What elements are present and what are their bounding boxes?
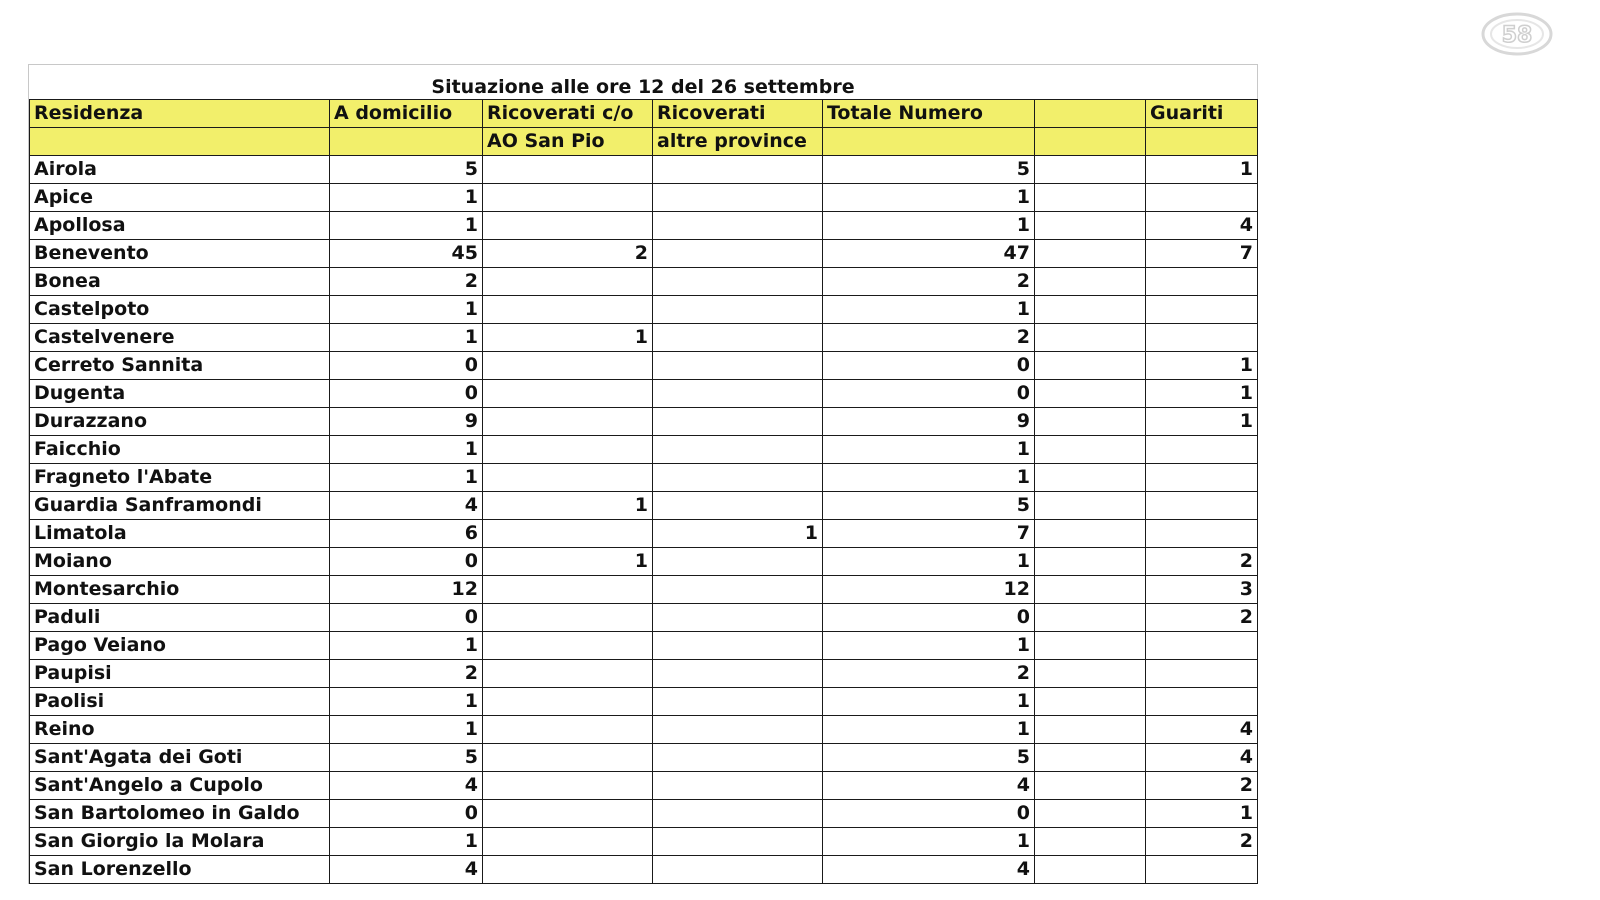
cell-residenza: Paupisi	[30, 660, 330, 688]
cell-a-domicilio: 6	[330, 520, 483, 548]
table-row	[30, 268, 1258, 296]
cell-blank-column	[1035, 520, 1146, 548]
table-row	[30, 716, 1258, 744]
cell-residenza: Paduli	[30, 604, 330, 632]
cell-guariti: 4	[1146, 716, 1258, 744]
cell-ricoverati-altre-province	[653, 688, 823, 716]
cell-ricoverati-altre-province	[653, 268, 823, 296]
table-row	[30, 856, 1258, 884]
cell-a-domicilio: 9	[330, 408, 483, 436]
table-row	[30, 240, 1258, 268]
cell-ricoverati-altre-province	[653, 548, 823, 576]
cell-blank-column	[1035, 324, 1146, 352]
cell-guariti: 2	[1146, 604, 1258, 632]
cell-totale-numero: 1	[823, 548, 1035, 576]
cell-totale-numero: 1	[823, 464, 1035, 492]
cell-a-domicilio: 0	[330, 800, 483, 828]
header-cell-a-domicilio	[330, 128, 483, 156]
cell-guariti: 2	[1146, 548, 1258, 576]
cell-guariti: 1	[1146, 800, 1258, 828]
cell-guariti: 3	[1146, 576, 1258, 604]
cell-ricoverati-altre-province	[653, 716, 823, 744]
cell-totale-numero: 2	[823, 324, 1035, 352]
header-cell-totale-numero: Totale Numero	[823, 100, 1035, 128]
cell-ricoverati-altre-province	[653, 212, 823, 240]
cell-ricoverati-altre-province	[653, 604, 823, 632]
cell-a-domicilio: 1	[330, 436, 483, 464]
header-cell-totale-numero	[823, 128, 1035, 156]
cell-blank-column	[1035, 660, 1146, 688]
cell-guariti	[1146, 660, 1258, 688]
cell-a-domicilio: 1	[330, 828, 483, 856]
cell-guariti	[1146, 324, 1258, 352]
header-cell-blank-column	[1035, 128, 1146, 156]
table-title: Situazione alle ore 12 del 26 settembre	[431, 76, 855, 98]
cell-ricoverati-ao-san-pio	[483, 576, 653, 604]
table-row	[30, 464, 1258, 492]
cell-ricoverati-ao-san-pio	[483, 744, 653, 772]
cell-guariti: 2	[1146, 828, 1258, 856]
cell-residenza: Bonea	[30, 268, 330, 296]
cell-blank-column	[1035, 464, 1146, 492]
table-row	[30, 436, 1258, 464]
table-row	[30, 156, 1258, 184]
cell-a-domicilio: 2	[330, 268, 483, 296]
cell-a-domicilio: 1	[330, 716, 483, 744]
cell-residenza: Reino	[30, 716, 330, 744]
header-cell-ricoverati-altre-province: altre province	[653, 128, 823, 156]
cell-a-domicilio: 2	[330, 660, 483, 688]
cell-a-domicilio: 1	[330, 324, 483, 352]
cell-totale-numero: 12	[823, 576, 1035, 604]
cell-residenza: Fragneto l'Abate	[30, 464, 330, 492]
cell-residenza: San Lorenzello	[30, 856, 330, 884]
cell-blank-column	[1035, 212, 1146, 240]
header-cell-guariti: Guariti	[1146, 100, 1258, 128]
cases-table	[29, 99, 1258, 884]
cell-ricoverati-altre-province	[653, 184, 823, 212]
cell-guariti	[1146, 436, 1258, 464]
cell-totale-numero: 1	[823, 632, 1035, 660]
cell-totale-numero: 0	[823, 604, 1035, 632]
cell-totale-numero: 5	[823, 744, 1035, 772]
header-row	[30, 100, 1258, 128]
cell-totale-numero: 7	[823, 520, 1035, 548]
header-cell-guariti	[1146, 128, 1258, 156]
cell-ricoverati-ao-san-pio	[483, 632, 653, 660]
cell-residenza: Montesarchio	[30, 576, 330, 604]
table-row	[30, 352, 1258, 380]
cell-a-domicilio: 5	[330, 744, 483, 772]
cell-totale-numero: 0	[823, 380, 1035, 408]
cell-blank-column	[1035, 436, 1146, 464]
cell-residenza: Paolisi	[30, 688, 330, 716]
cell-ricoverati-altre-province	[653, 296, 823, 324]
cell-ricoverati-altre-province	[653, 492, 823, 520]
cell-blank-column	[1035, 744, 1146, 772]
cell-guariti: 1	[1146, 380, 1258, 408]
cell-guariti	[1146, 632, 1258, 660]
cell-totale-numero: 2	[823, 660, 1035, 688]
cell-a-domicilio: 0	[330, 548, 483, 576]
cell-blank-column	[1035, 856, 1146, 884]
cell-residenza: Dugenta	[30, 380, 330, 408]
header-cell-ricoverati-altre-province: Ricoverati	[653, 100, 823, 128]
table-row	[30, 828, 1258, 856]
cell-blank-column	[1035, 688, 1146, 716]
cell-ricoverati-ao-san-pio	[483, 520, 653, 548]
cell-ricoverati-altre-province	[653, 744, 823, 772]
cell-a-domicilio: 12	[330, 576, 483, 604]
cell-ricoverati-ao-san-pio	[483, 296, 653, 324]
table-row	[30, 744, 1258, 772]
cell-ricoverati-ao-san-pio: 1	[483, 548, 653, 576]
cell-residenza: Faicchio	[30, 436, 330, 464]
cell-ricoverati-ao-san-pio	[483, 212, 653, 240]
cell-ricoverati-ao-san-pio	[483, 716, 653, 744]
cell-totale-numero: 5	[823, 492, 1035, 520]
cell-guariti: 7	[1146, 240, 1258, 268]
cell-ricoverati-ao-san-pio	[483, 380, 653, 408]
cell-ricoverati-ao-san-pio: 1	[483, 324, 653, 352]
cell-ricoverati-ao-san-pio	[483, 436, 653, 464]
table-row	[30, 380, 1258, 408]
cell-ricoverati-ao-san-pio	[483, 156, 653, 184]
cell-totale-numero: 1	[823, 436, 1035, 464]
cell-a-domicilio: 1	[330, 464, 483, 492]
cell-a-domicilio: 1	[330, 688, 483, 716]
cell-ricoverati-altre-province	[653, 828, 823, 856]
cell-blank-column	[1035, 352, 1146, 380]
header-cell-a-domicilio: A domicilio	[330, 100, 483, 128]
cell-ricoverati-ao-san-pio: 2	[483, 240, 653, 268]
header-cell-blank-column	[1035, 100, 1146, 128]
cell-totale-numero: 47	[823, 240, 1035, 268]
cell-ricoverati-ao-san-pio	[483, 464, 653, 492]
cell-ricoverati-ao-san-pio	[483, 184, 653, 212]
cell-guariti	[1146, 520, 1258, 548]
cell-a-domicilio: 0	[330, 352, 483, 380]
cell-totale-numero: 1	[823, 828, 1035, 856]
cell-a-domicilio: 4	[330, 772, 483, 800]
cell-residenza: Sant'Angelo a Cupolo	[30, 772, 330, 800]
cell-totale-numero: 1	[823, 688, 1035, 716]
cell-residenza: Castelvenere	[30, 324, 330, 352]
cell-guariti	[1146, 464, 1258, 492]
cell-residenza: Airola	[30, 156, 330, 184]
cell-ricoverati-ao-san-pio	[483, 688, 653, 716]
cell-ricoverati-altre-province	[653, 324, 823, 352]
cell-residenza: Limatola	[30, 520, 330, 548]
cell-residenza: Benevento	[30, 240, 330, 268]
cell-ricoverati-altre-province	[653, 436, 823, 464]
cell-residenza: Moiano	[30, 548, 330, 576]
cell-ricoverati-altre-province	[653, 156, 823, 184]
cell-ricoverati-altre-province	[653, 240, 823, 268]
header-cell-residenza: Residenza	[30, 100, 330, 128]
header-cell-residenza	[30, 128, 330, 156]
cell-ricoverati-ao-san-pio	[483, 660, 653, 688]
table-row	[30, 324, 1258, 352]
cell-blank-column	[1035, 828, 1146, 856]
cell-ricoverati-altre-province	[653, 800, 823, 828]
cell-totale-numero: 2	[823, 268, 1035, 296]
cell-blank-column	[1035, 576, 1146, 604]
cell-totale-numero: 9	[823, 408, 1035, 436]
cell-residenza: San Bartolomeo in Galdo	[30, 800, 330, 828]
cell-a-domicilio: 1	[330, 296, 483, 324]
table-row	[30, 632, 1258, 660]
table-row	[30, 660, 1258, 688]
cell-ricoverati-altre-province: 1	[653, 520, 823, 548]
cell-guariti: 1	[1146, 408, 1258, 436]
cell-ricoverati-ao-san-pio	[483, 856, 653, 884]
cell-a-domicilio: 0	[330, 604, 483, 632]
cell-ricoverati-ao-san-pio	[483, 800, 653, 828]
table-row	[30, 296, 1258, 324]
cell-residenza: Sant'Agata dei Goti	[30, 744, 330, 772]
cell-ricoverati-ao-san-pio	[483, 604, 653, 632]
cell-ricoverati-altre-province	[653, 856, 823, 884]
cell-blank-column	[1035, 772, 1146, 800]
cell-blank-column	[1035, 184, 1146, 212]
cell-guariti	[1146, 856, 1258, 884]
cell-totale-numero: 1	[823, 716, 1035, 744]
spreadsheet	[28, 64, 1258, 884]
cell-guariti: 1	[1146, 156, 1258, 184]
cell-guariti	[1146, 268, 1258, 296]
cell-ricoverati-ao-san-pio	[483, 772, 653, 800]
table-row	[30, 688, 1258, 716]
cell-guariti: 4	[1146, 212, 1258, 240]
cell-totale-numero: 4	[823, 856, 1035, 884]
table-row	[30, 772, 1258, 800]
cell-residenza: Pago Veiano	[30, 632, 330, 660]
cell-blank-column	[1035, 800, 1146, 828]
cell-a-domicilio: 0	[330, 380, 483, 408]
cell-totale-numero: 0	[823, 800, 1035, 828]
cell-a-domicilio: 1	[330, 632, 483, 660]
cell-ricoverati-altre-province	[653, 660, 823, 688]
cell-totale-numero: 5	[823, 156, 1035, 184]
cell-a-domicilio: 1	[330, 184, 483, 212]
header-cell-ricoverati-ao-san-pio: Ricoverati c/o	[483, 100, 653, 128]
cell-blank-column	[1035, 240, 1146, 268]
cell-guariti	[1146, 296, 1258, 324]
cell-ricoverati-altre-province	[653, 380, 823, 408]
cell-ricoverati-ao-san-pio	[483, 268, 653, 296]
cell-blank-column	[1035, 296, 1146, 324]
cell-totale-numero: 4	[823, 772, 1035, 800]
cell-residenza: Apollosa	[30, 212, 330, 240]
table-row	[30, 492, 1258, 520]
cell-ricoverati-ao-san-pio	[483, 352, 653, 380]
cell-ricoverati-altre-province	[653, 464, 823, 492]
cell-residenza: Guardia Sanframondi	[30, 492, 330, 520]
svg-text:58: 58	[1501, 23, 1533, 48]
cell-residenza: Apice	[30, 184, 330, 212]
cell-guariti: 1	[1146, 352, 1258, 380]
cell-blank-column	[1035, 380, 1146, 408]
cell-residenza: Durazzano	[30, 408, 330, 436]
cell-totale-numero: 1	[823, 296, 1035, 324]
cell-a-domicilio: 4	[330, 856, 483, 884]
cell-blank-column	[1035, 492, 1146, 520]
cell-ricoverati-altre-province	[653, 772, 823, 800]
cell-a-domicilio: 45	[330, 240, 483, 268]
cell-totale-numero: 1	[823, 212, 1035, 240]
cell-blank-column	[1035, 548, 1146, 576]
cell-ricoverati-ao-san-pio	[483, 408, 653, 436]
cell-totale-numero: 1	[823, 184, 1035, 212]
table-row	[30, 408, 1258, 436]
cell-a-domicilio: 5	[330, 156, 483, 184]
cell-residenza: San Giorgio la Molara	[30, 828, 330, 856]
table-row	[30, 184, 1258, 212]
cell-ricoverati-ao-san-pio	[483, 828, 653, 856]
cell-residenza: Cerreto Sannita	[30, 352, 330, 380]
cell-ricoverati-ao-san-pio: 1	[483, 492, 653, 520]
cell-guariti: 4	[1146, 744, 1258, 772]
table-row	[30, 548, 1258, 576]
cell-a-domicilio: 1	[330, 212, 483, 240]
cell-ricoverati-altre-province	[653, 352, 823, 380]
table-row	[30, 800, 1258, 828]
cell-ricoverati-altre-province	[653, 576, 823, 604]
cell-a-domicilio: 4	[330, 492, 483, 520]
cell-guariti	[1146, 184, 1258, 212]
cell-totale-numero: 0	[823, 352, 1035, 380]
header-row	[30, 128, 1258, 156]
cell-blank-column	[1035, 604, 1146, 632]
cell-blank-column	[1035, 408, 1146, 436]
cell-blank-column	[1035, 268, 1146, 296]
table-row	[30, 212, 1258, 240]
cell-guariti: 2	[1146, 772, 1258, 800]
cell-ricoverati-altre-province	[653, 632, 823, 660]
cell-guariti	[1146, 688, 1258, 716]
cell-blank-column	[1035, 156, 1146, 184]
cell-blank-column	[1035, 632, 1146, 660]
channel-58-logo-icon	[1480, 10, 1554, 58]
header-cell-ricoverati-ao-san-pio: AO San Pio	[483, 128, 653, 156]
cell-blank-column	[1035, 716, 1146, 744]
table-row	[30, 520, 1258, 548]
table-row	[30, 604, 1258, 632]
cell-guariti	[1146, 492, 1258, 520]
cell-ricoverati-altre-province	[653, 408, 823, 436]
table-row	[30, 576, 1258, 604]
cell-residenza: Castelpoto	[30, 296, 330, 324]
